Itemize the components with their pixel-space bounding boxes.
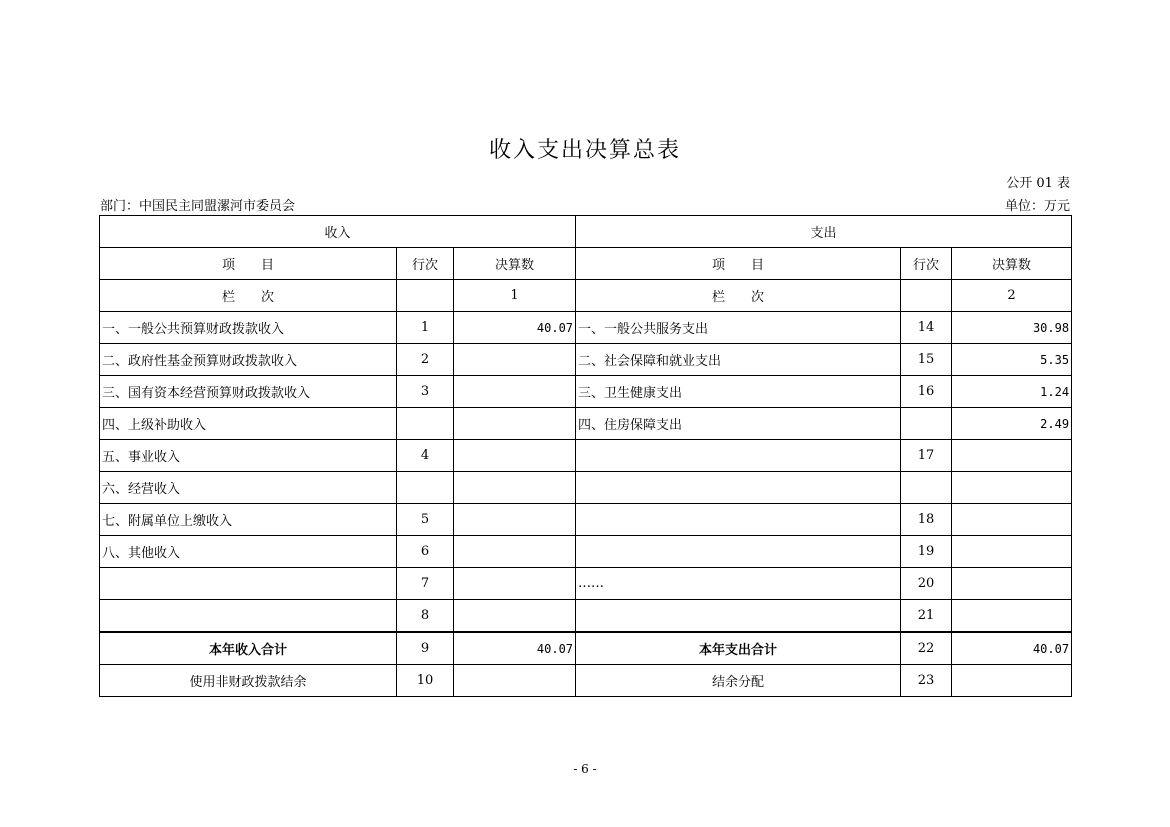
income-row-no-header: 行次 <box>397 248 454 280</box>
expense-item <box>576 440 901 472</box>
expense-item <box>576 536 901 568</box>
expense-row-no: 15 <box>901 344 952 376</box>
table-row <box>100 504 1072 536</box>
income-item: 五、事业收入 <box>100 440 397 472</box>
income-total-row-no: 9 <box>397 632 454 665</box>
expense-item: 一、一般公共服务支出 <box>576 312 901 344</box>
surplus-income-label: 使用非财政拨款结余 <box>100 665 397 697</box>
income-amount <box>454 504 576 536</box>
income-amount <box>454 408 576 440</box>
income-amount-header: 决算数 <box>454 248 576 280</box>
income-row-no: 6 <box>397 536 454 568</box>
table-row <box>100 376 1072 408</box>
income-item: 八、其他收入 <box>100 536 397 568</box>
expense-amount: 5.35 <box>952 344 1072 376</box>
surplus-income-amount <box>454 665 576 697</box>
expense-total-row-no: 22 <box>901 632 952 665</box>
table-row <box>100 408 1072 440</box>
expense-row-no: 20 <box>901 568 952 600</box>
expense-amount <box>952 440 1072 472</box>
table-row <box>100 600 1072 633</box>
expense-amount <box>952 472 1072 504</box>
surplus-expense-label: 结余分配 <box>576 665 901 697</box>
income-item <box>100 568 397 600</box>
expense-amount <box>952 600 1072 633</box>
income-row-no: 1 <box>397 312 454 344</box>
expense-item: 三、卫生健康支出 <box>576 376 901 408</box>
table-row <box>100 536 1072 568</box>
income-amount <box>454 472 576 504</box>
income-row-no: 2 <box>397 344 454 376</box>
expense-total-label: 本年支出合计 <box>576 632 901 665</box>
expense-amount <box>952 504 1072 536</box>
expense-item-header: 项 目 <box>576 248 901 280</box>
totals-row <box>100 632 1072 665</box>
unit-label: 单位：万元 <box>1004 199 1070 214</box>
income-amount <box>454 600 576 633</box>
expense-item: 四、住房保障支出 <box>576 408 901 440</box>
income-total-amount: 40.07 <box>454 632 576 665</box>
income-amount <box>454 440 576 472</box>
surplus-income-row-no: 10 <box>397 665 454 697</box>
expense-row-no: 14 <box>901 312 952 344</box>
income-amount <box>454 568 576 600</box>
income-row-no <box>397 408 454 440</box>
surplus-row <box>100 665 1072 697</box>
expense-row-no <box>901 408 952 440</box>
expense-row-no: 17 <box>901 440 952 472</box>
expense-amount: 1.24 <box>952 376 1072 408</box>
form-number: 公开 01 表 <box>1006 176 1070 191</box>
income-amount <box>454 376 576 408</box>
expense-total-amount: 40.07 <box>952 632 1072 665</box>
income-row-no: 5 <box>397 504 454 536</box>
income-item-header: 项 目 <box>100 248 397 280</box>
table-row <box>100 312 1072 344</box>
income-item: 一、一般公共预算财政拨款收入 <box>100 312 397 344</box>
table-row <box>100 568 1072 600</box>
income-column-label: 栏 次 <box>100 280 397 312</box>
expense-item <box>576 472 901 504</box>
expense-row-no: 19 <box>901 536 952 568</box>
income-row-no: 3 <box>397 376 454 408</box>
table-row <box>100 472 1072 504</box>
table-row <box>100 440 1072 472</box>
table-row <box>100 344 1072 376</box>
income-item: 七、附属单位上缴收入 <box>100 504 397 536</box>
expense-row-no-header: 行次 <box>901 248 952 280</box>
income-item: 三、国有资本经营预算财政拨款收入 <box>100 376 397 408</box>
income-row-no <box>397 472 454 504</box>
expense-row-no: 21 <box>901 600 952 633</box>
income-row-no: 8 <box>397 600 454 633</box>
expense-row-no: 16 <box>901 376 952 408</box>
expense-amount: 2.49 <box>952 408 1072 440</box>
income-item: 四、上级补助收入 <box>100 408 397 440</box>
income-item: 六、经营收入 <box>100 472 397 504</box>
surplus-expense-row-no: 23 <box>901 665 952 697</box>
expense-item: …… <box>576 568 901 600</box>
income-item: 二、政府性基金预算财政拨款收入 <box>100 344 397 376</box>
income-item <box>100 600 397 633</box>
expense-amount: 30.98 <box>952 312 1072 344</box>
income-amount: 40.07 <box>454 312 576 344</box>
department-label: 部门：中国民主同盟漯河市委员会 <box>100 199 296 214</box>
income-section-header: 收入 <box>100 216 576 248</box>
income-row-no: 7 <box>397 568 454 600</box>
expense-item: 二、社会保障和就业支出 <box>576 344 901 376</box>
page-number: - 6 - <box>573 762 597 776</box>
expense-row-no <box>901 472 952 504</box>
income-column-blank <box>397 280 454 312</box>
expense-item <box>576 504 901 536</box>
expense-amount <box>952 536 1072 568</box>
income-row-no: 4 <box>397 440 454 472</box>
expense-amount <box>952 568 1072 600</box>
expense-column-label: 栏 次 <box>576 280 901 312</box>
income-amount <box>454 344 576 376</box>
income-amount <box>454 536 576 568</box>
expense-row-no: 18 <box>901 504 952 536</box>
income-column-number: 1 <box>454 280 576 312</box>
expense-item <box>576 600 901 633</box>
income-total-label: 本年收入合计 <box>100 632 397 665</box>
expense-column-blank <box>901 280 952 312</box>
expense-section-header: 支出 <box>576 216 1072 248</box>
expense-column-number: 2 <box>952 280 1072 312</box>
income-expense-table <box>99 215 1072 697</box>
expense-amount-header: 决算数 <box>952 248 1072 280</box>
page-title: 收入支出决算总表 <box>488 138 681 163</box>
surplus-expense-amount <box>952 665 1072 697</box>
